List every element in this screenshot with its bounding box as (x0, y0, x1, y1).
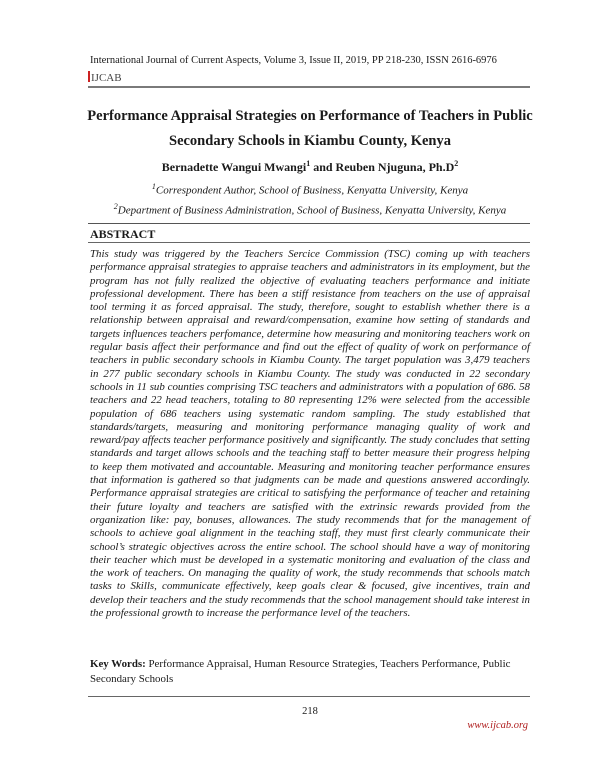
journal-citation-line: International Journal of Current Aspects, Volume 3, Issue II, 2019, PP 218-230, ISSN 2616-6976 (90, 55, 497, 66)
author-joiner: and (310, 160, 336, 174)
abstract-top-divider (88, 223, 530, 224)
affiliation-2 (80, 200, 540, 218)
journal-website-link[interactable]: www.ijcab.org (467, 720, 528, 731)
affiliation-1-text: Correspondent Author, School of Business, Kenyatta University, Kenya (155, 184, 469, 197)
logo-bar-icon (88, 71, 90, 82)
abstract-body: This study was triggered by the Teachers Sercice Commission (TSC) coming up with teachers performance appraisal strategies to appraise teachers and administrators in its employment, but the program has not fully realized the objective of evaluating teachers performance and initiate professional development. There has been a stiff resistance from teachers on the use of appraisal tool terming it as forced appraisal. The study, therefore, sought to establish whether there is a relationship between appraisal and reward/compensation, examine how setting of standards and targets influences teachers perfomance, determine how measuring and monitoring teachers work on regular basis affect their performance and find out the effect of quality of work on performance of teachers in public secondary schools in Kiambu County. The target population was 3,479 teachers in 277 public secondary schools in Kiambu County. The study was conducted in 22 secondary schools in 11 sub counties comprising TSC teachers and administrators with a population of 686. 58 teachers and 22 head teachers, totaling to 80 representing 12% were selected from the accessible population of 686 teachers using systematic random sampling. The study established that standards/targets, measuring and monitoring performance managing quality of work and reward/pay affects teacher performance positively and significantly. The study concludes that setting standards and target allows schools and the teaching staff to better measure their progress helping to keep them motivated and accountable. Measuring and monitoring teacher performance ensures that information is gathered so that judgments can be made and questions answered accordingly. Performance appraisal strategies are critical to satisfying the performance of teacher and retaining their future loyalty and teachers are satisfied with the extrinsic rewards provided from the organization like: pay, bonuses, allowances. The study recommends that for the management of schools to achieve goal alignment in the teaching staff, they must first clearly communicate their school’s strategic objectives across the entire school. The school should have a way of monitoring their teacher which must be developed in a systematic monitoring and evaluation of the class and the work of teachers. On managing the quality of work, the study recommends that schools match tasks to Skills, communicate effectively, keep goals clear & focused, give incentives, train and develop their teachers and the study recommends that the school management should take interest in the professional growth to increase the performance level of the teachers. (90, 248, 530, 620)
keywords (90, 657, 530, 687)
author-1: Bernadette Wangui Mwangi (161, 160, 307, 174)
author-1-sup: 1 (306, 159, 311, 168)
footer-divider (88, 696, 530, 697)
paper-title-line-2: Secondary Schools in Kiambu County, Kenya (169, 133, 451, 149)
journal-logo (88, 71, 122, 85)
abstract-heading-divider (88, 242, 530, 243)
author-2-sup: 2 (454, 159, 459, 168)
abstract-heading: ABSTRACT (90, 227, 156, 241)
author-line (80, 156, 540, 175)
affiliation-2-sup: 2 (113, 202, 118, 211)
keywords-text: Performance Appraisal, Human Resource Strategies, Teachers Performance, Public Secondary Schools (90, 658, 511, 685)
header-divider (88, 86, 530, 88)
author-2: Reuben Njuguna, Ph.D (335, 160, 455, 174)
keywords-label: Key Words: (90, 658, 146, 670)
logo-text: IJCAB (91, 72, 122, 84)
paper-title-line-1: Performance Appraisal Strategies on Performance of Teachers in Public (87, 108, 533, 124)
paper-title (80, 104, 540, 154)
affiliation-2-text: Department of Business Administration, School of Business, Kenyatta University, Kenya (117, 204, 507, 217)
affiliation-1-sup: 1 (151, 182, 156, 191)
affiliation-1 (80, 180, 540, 198)
page-number: 218 (302, 706, 318, 717)
